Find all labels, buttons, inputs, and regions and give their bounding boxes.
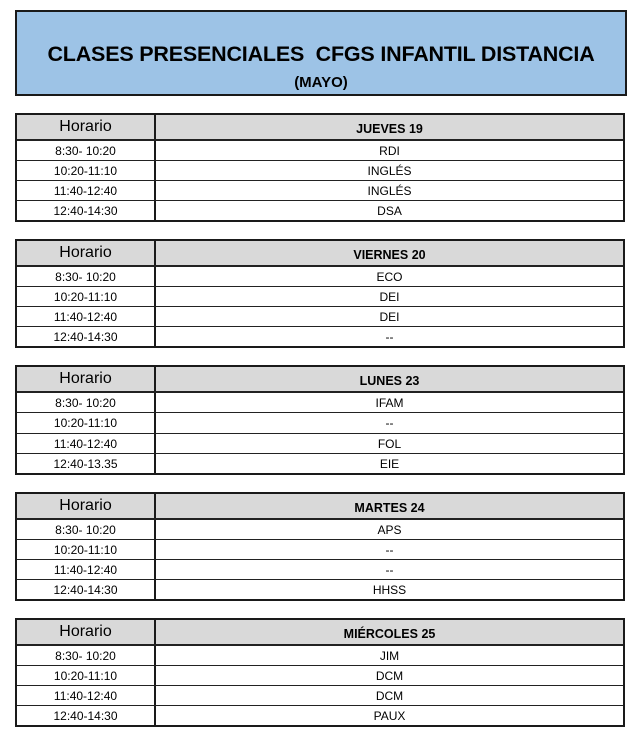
time-cell: 10:20-11:10 — [17, 666, 156, 685]
time-cell: 10:20-11:10 — [17, 161, 156, 180]
time-column-header: Horario — [17, 115, 156, 139]
table-row — [17, 685, 623, 705]
table-row — [17, 579, 623, 599]
time-cell: 8:30- 10:20 — [17, 646, 156, 665]
time-cell: 12:40-14:30 — [17, 580, 156, 599]
time-cell: 11:40-12:40 — [17, 686, 156, 705]
subject-cell: DEI — [379, 309, 400, 324]
time-cell: 12:40-14:30 — [17, 327, 156, 346]
table-row — [17, 539, 623, 559]
subject-cell: -- — [385, 562, 394, 577]
time-cell: 10:20-11:10 — [17, 540, 156, 559]
table-row — [17, 433, 623, 453]
subject-cell: FOL — [377, 436, 402, 451]
time-cell: 11:40-12:40 — [17, 434, 156, 453]
subject-cell: RDI — [379, 143, 400, 158]
time-cell: 11:40-12:40 — [17, 181, 156, 200]
time-cell: 12:40-14:30 — [17, 201, 156, 220]
schedule-table-lunes — [15, 365, 625, 475]
page-subtitle: (MAYO) — [294, 74, 348, 91]
subject-cell: INGLÉS — [367, 163, 412, 178]
time-cell: 8:30- 10:20 — [17, 141, 156, 160]
table-header — [17, 367, 623, 392]
time-cell: 10:20-11:10 — [17, 287, 156, 306]
subject-cell: ECO — [376, 269, 403, 284]
schedule-table-martes — [15, 492, 625, 601]
time-cell: 12:40-14:30 — [17, 706, 156, 725]
time-cell: 10:20-11:10 — [17, 413, 156, 433]
time-column-header: Horario — [17, 620, 156, 644]
table-row — [17, 306, 623, 326]
day-header: MARTES 24 — [354, 500, 425, 515]
schedule-table-miercoles — [15, 618, 625, 727]
table-header — [17, 494, 623, 519]
time-cell: 11:40-12:40 — [17, 307, 156, 326]
time-cell: 12:40-13.35 — [17, 454, 156, 473]
subject-cell: -- — [385, 329, 394, 344]
table-row — [17, 160, 623, 180]
subject-cell: DCM — [375, 688, 404, 703]
subject-cell: DCM — [375, 668, 404, 683]
table-row — [17, 392, 623, 412]
subject-cell: -- — [385, 542, 394, 557]
table-header — [17, 620, 623, 645]
subject-cell: APS — [377, 522, 402, 537]
subject-cell: DEI — [379, 289, 400, 304]
table-header — [17, 115, 623, 140]
table-row — [17, 180, 623, 200]
table-row — [17, 140, 623, 160]
day-header: LUNES 23 — [359, 373, 420, 388]
table-row — [17, 645, 623, 665]
day-header: JUEVES 19 — [356, 121, 423, 136]
subject-cell: INGLÉS — [367, 183, 412, 198]
table-header — [17, 241, 623, 266]
table-row — [17, 519, 623, 539]
time-cell: 11:40-12:40 — [17, 560, 156, 579]
table-row — [17, 665, 623, 685]
subject-cell: -- — [385, 416, 394, 430]
day-header: VIERNES 20 — [353, 247, 426, 262]
time-cell: 8:30- 10:20 — [17, 267, 156, 286]
table-row — [17, 412, 623, 433]
table-row — [17, 559, 623, 579]
subject-cell: HHSS — [372, 582, 407, 597]
table-row — [17, 286, 623, 306]
table-row — [17, 705, 623, 725]
table-row — [17, 200, 623, 220]
time-column-header: Horario — [17, 241, 156, 265]
schedule-table-jueves — [15, 113, 625, 222]
title-banner — [15, 10, 627, 96]
subject-cell: EIE — [379, 456, 400, 471]
time-column-header: Horario — [17, 367, 156, 391]
table-row — [17, 453, 623, 473]
schedule-table-viernes — [15, 239, 625, 348]
time-column-header: Horario — [17, 494, 156, 518]
table-row — [17, 326, 623, 346]
time-cell: 8:30- 10:20 — [17, 393, 156, 412]
subject-cell: JIM — [379, 648, 400, 663]
subject-cell: IFAM — [375, 395, 404, 410]
time-cell: 8:30- 10:20 — [17, 520, 156, 539]
subject-cell: PAUX — [373, 708, 406, 723]
table-row — [17, 266, 623, 286]
day-header: MIÉRCOLES 25 — [343, 626, 436, 641]
subject-cell: DSA — [377, 203, 402, 218]
page-title: CLASES PRESENCIALES CFGS INFANTIL DISTANCIA — [47, 42, 595, 66]
